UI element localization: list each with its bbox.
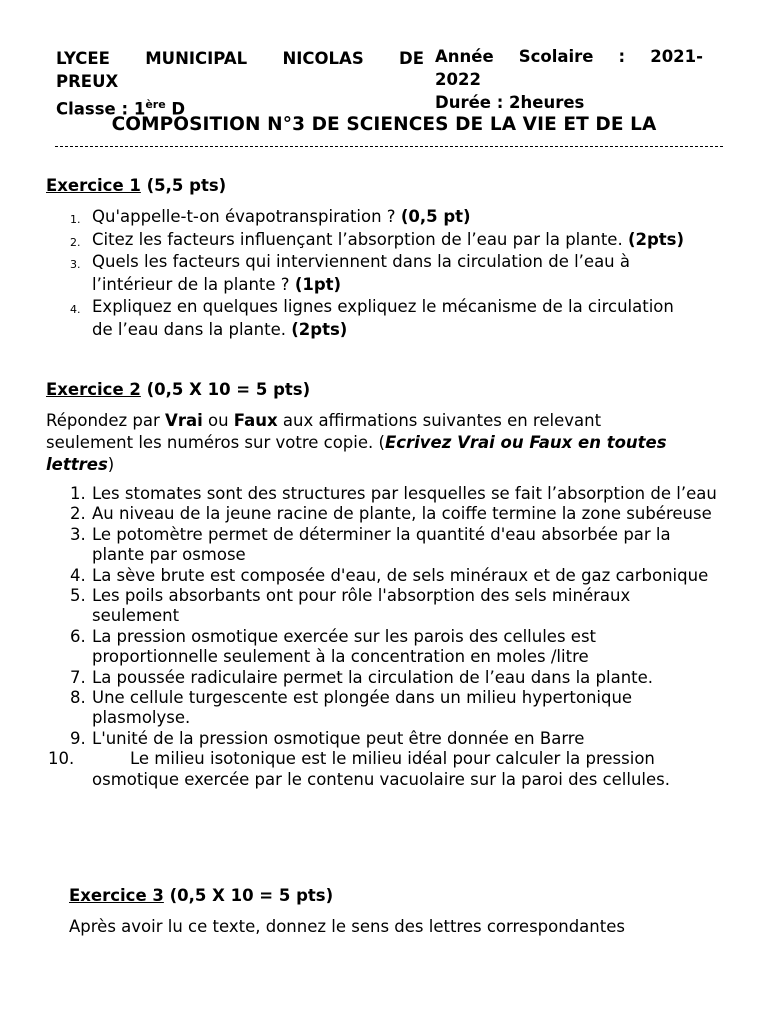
list-item: 2. Citez les facteurs influençant l’absorption de l’eau par la plante. (2pts) <box>70 229 685 249</box>
list-item: 5. Les poils absorbants ont pour rôle l'absorption des sels minéraux seulement <box>70 586 631 626</box>
year-header <box>435 45 703 114</box>
list-item: 3. Le potomètre permet de déterminer la quantité d'eau absorbée par la plante par osmose <box>70 524 671 565</box>
school-name-line2: PREUX <box>56 72 119 91</box>
exercise2-instructions: Répondez par Vrai ou Faux aux affirmations suivantes en relevant seulement les numéros sur votre copie. (Ecrivez Vrai ou Faux en toutes lettres) <box>46 411 667 474</box>
list-item: 8. Une cellule turgescente est plongée dans un milieu hypertonique plasmolyse. <box>70 688 633 728</box>
school-year-line2: 2022 <box>435 70 481 89</box>
class-info: Classe : 1ère D <box>56 98 186 119</box>
list-item: 3. Quels les facteurs qui interviennent dans la circulation de l’eau à l’intérieur de la plante ? (1pt) <box>70 252 630 294</box>
exam-duration: Durée : 2heures <box>435 93 585 112</box>
list-item: 1. Les stomates sont des structures par lesquelles se fait l’absorption de l’eau <box>70 484 717 503</box>
exercise3-instructions: Après avoir lu ce texte, donnez le sens des lettres correspondantes <box>69 917 625 936</box>
page-title: COMPOSITION N°3 DE SCIENCES DE LA VIE ET DE LA <box>111 114 657 135</box>
exercise2-statements <box>48 484 720 790</box>
exercise2-heading: Exercice 2 (0,5 X 10 = 5 pts) <box>46 380 311 399</box>
list-item: 4. La sève brute est composée d'eau, de sels minéraux et de gaz carbonique <box>70 565 709 585</box>
list-item: 4. Expliquez en quelques lignes expliquez le mécanisme de la circulation de l’eau dans la plante. (2pts) <box>70 297 674 339</box>
list-item: 7. La poussée radiculaire permet la circulation de l’eau dans la plante. <box>70 667 654 687</box>
school-header <box>56 47 424 121</box>
school-year-line1: Année Scolaire : 2021- <box>435 47 703 66</box>
list-item: 6. La pression osmotique exercée sur les parois des cellules est proportionnelle seulement à la concentration en moles /litre <box>70 626 597 667</box>
dashed-divider <box>55 146 723 147</box>
list-item: 1. Qu'appelle-t-on évapotranspiration ? (0,5 pt) <box>70 207 471 226</box>
exercise1-heading: Exercice 1 (5,5 pts) <box>46 176 227 195</box>
list-item: 2. Au niveau de la jeune racine de plante, la coiffe termine la zone subéreuse <box>70 504 712 524</box>
list-item: 9. L'unité de la pression osmotique peut être donnée en Barre <box>70 728 585 748</box>
list-item: 10. Le milieu isotonique est le milieu idéal pour calculer la pression osmotique exercée par le contenu vacuolaire sur la paroi des cellules. <box>48 749 670 789</box>
school-name-line1: LYCEE MUNICIPAL NICOLAS DE <box>56 49 424 68</box>
exercise1-questions <box>70 206 690 341</box>
exercise3-heading: Exercice 3 (0,5 X 10 = 5 pts) <box>69 886 334 905</box>
